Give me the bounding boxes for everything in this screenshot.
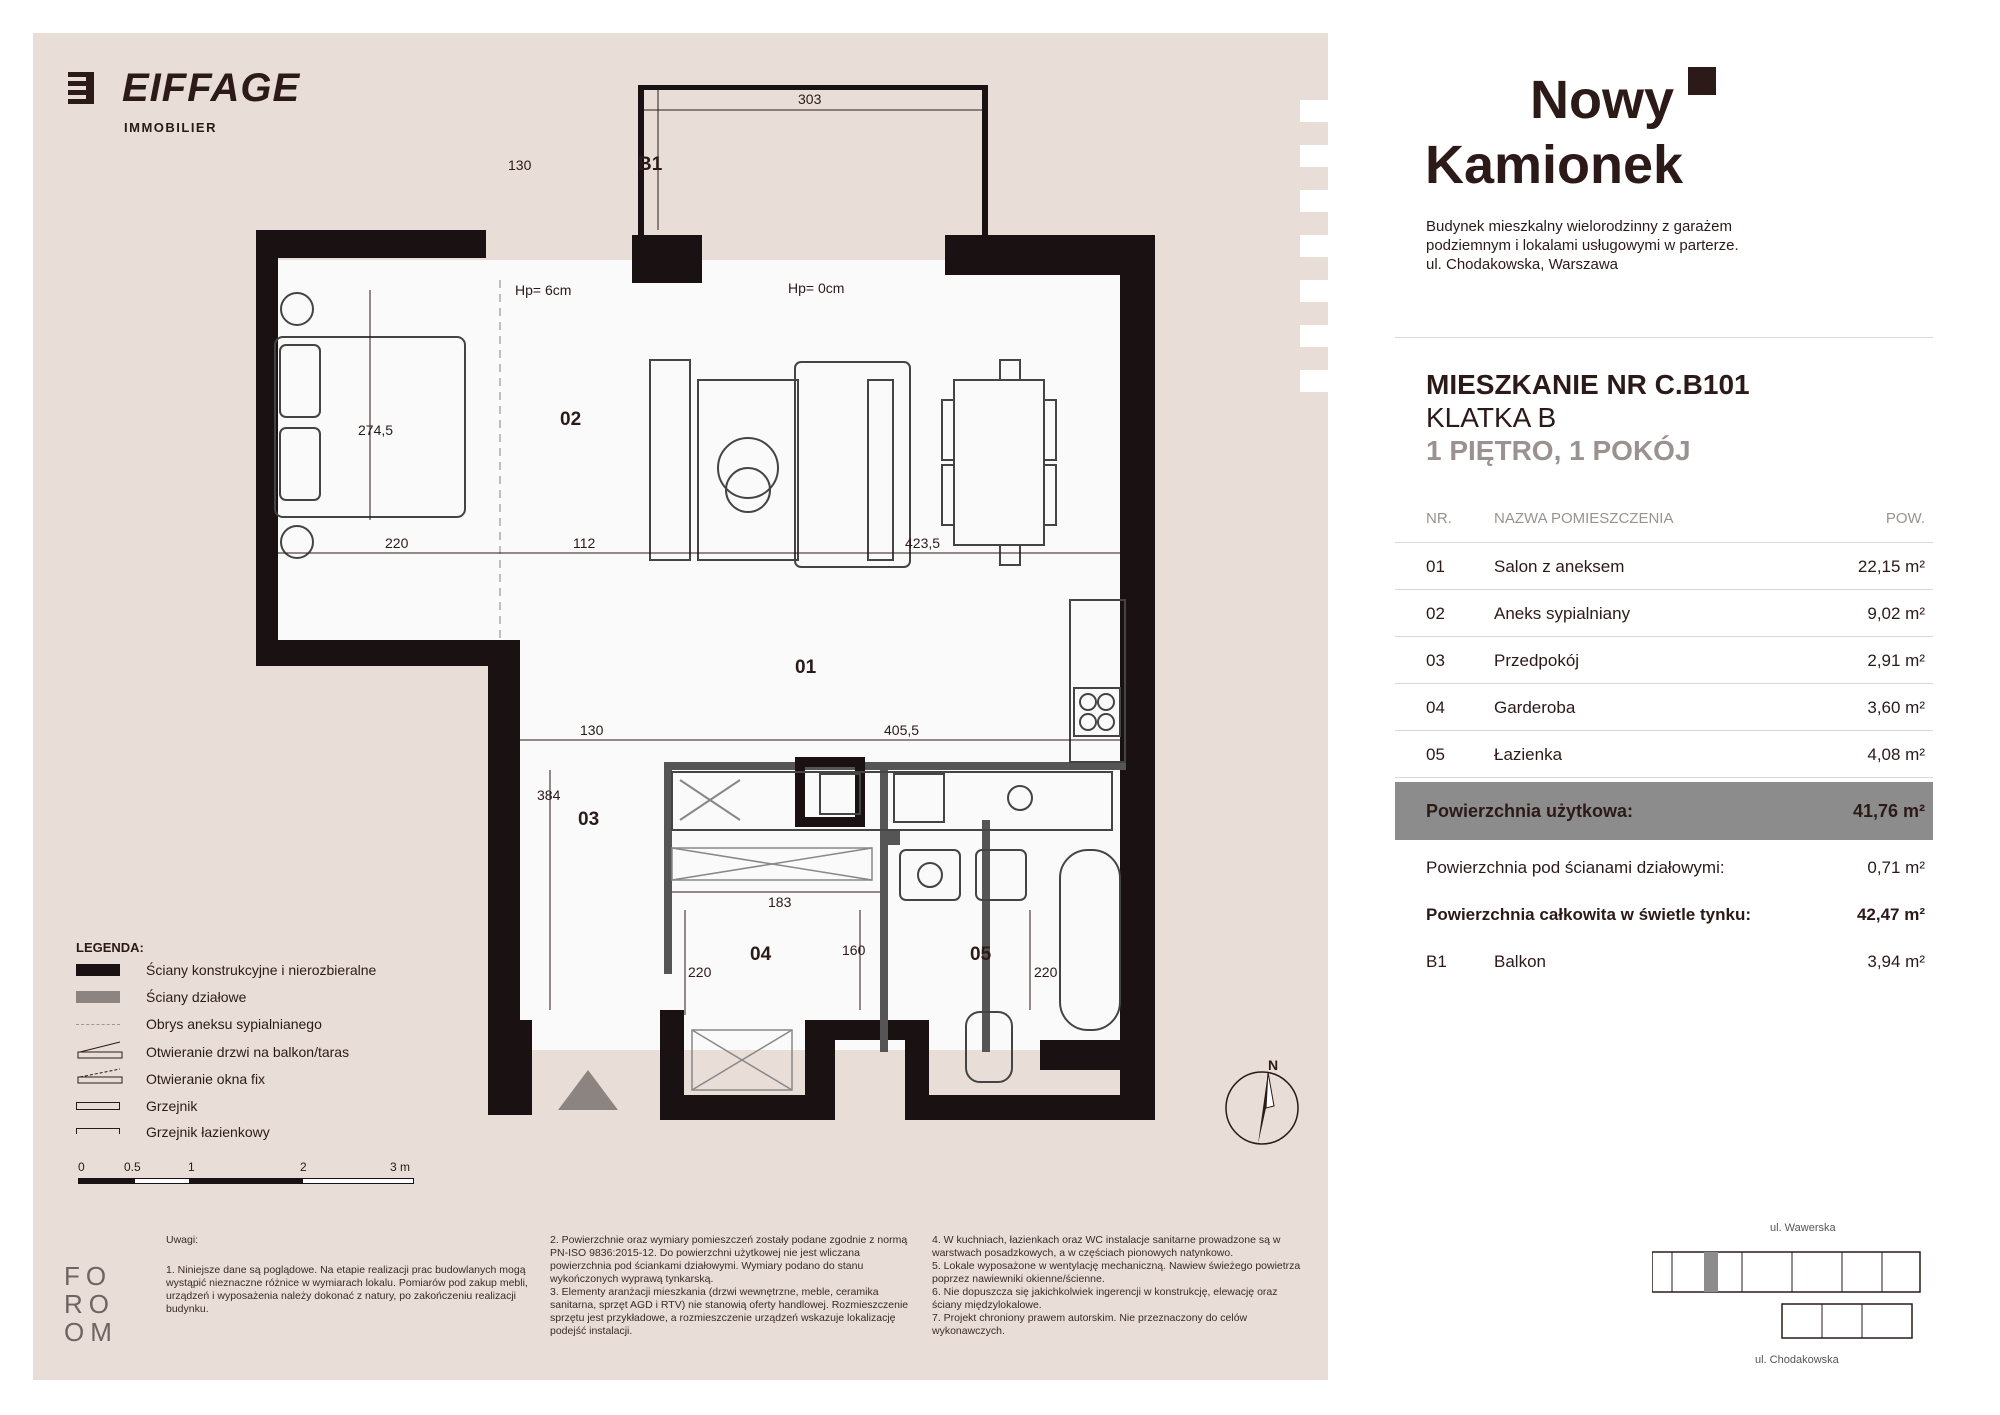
legend-window-icon bbox=[76, 1067, 126, 1089]
row-name: Aneks sypialniany bbox=[1494, 604, 1631, 623]
dim-183: 183 bbox=[768, 894, 792, 910]
legend-item: Ściany działowe bbox=[146, 989, 247, 1005]
entrance-marker bbox=[558, 1070, 618, 1110]
table-total-row bbox=[1395, 782, 1933, 840]
legend-item: Obrys aneksu sypialnianego bbox=[146, 1016, 322, 1032]
scale-bar bbox=[78, 1160, 418, 1190]
dim-4055: 405,5 bbox=[884, 722, 920, 738]
legend-door-icon bbox=[76, 1040, 126, 1062]
key-plan-drawing bbox=[1652, 1236, 1932, 1356]
legend bbox=[76, 940, 436, 1140]
foroom-logo bbox=[64, 1262, 144, 1346]
row-nr: 03 bbox=[1426, 651, 1445, 670]
row-area: 9,02 m² bbox=[1867, 604, 1925, 623]
foroom-line: OM bbox=[64, 1317, 118, 1347]
balcony bbox=[638, 85, 988, 240]
project-title-square bbox=[1688, 67, 1716, 95]
gross-value: 42,47 m² bbox=[1856, 905, 1925, 924]
eiffage-logo-icon bbox=[66, 70, 98, 110]
row-area: 3,60 m² bbox=[1867, 698, 1925, 717]
project-title-line2: Kamionek bbox=[1425, 135, 1684, 195]
dim-220: 220 bbox=[385, 535, 409, 551]
dim-balcony-depth: 130 bbox=[508, 157, 532, 173]
apartment-stair: KLATKA B bbox=[1426, 402, 1557, 433]
legend-item: Otwieranie drzwi na balkon/taras bbox=[146, 1044, 350, 1060]
table-header bbox=[1395, 496, 1933, 543]
room-03-label: 03 bbox=[578, 809, 600, 830]
total-label: Powierzchnia użytkowa: bbox=[1426, 801, 1634, 821]
walls-value: 0,71 m² bbox=[1867, 858, 1925, 877]
area-table bbox=[1395, 496, 1933, 996]
balcony-nr: B1 bbox=[1426, 952, 1447, 971]
row-nr: 05 bbox=[1426, 745, 1445, 764]
legend-radiator-icon bbox=[76, 1102, 120, 1110]
north-arrow bbox=[1222, 1058, 1312, 1148]
dim-220c: 220 bbox=[1034, 964, 1058, 980]
col-name: NAZWA POMIESZCZENIA bbox=[1494, 510, 1674, 527]
foroom-line: RO bbox=[64, 1289, 115, 1319]
divider bbox=[1395, 337, 1933, 338]
street-bottom: ul. Chodakowska bbox=[1755, 1354, 1839, 1366]
legend-item: Otwieranie okna fix bbox=[146, 1071, 266, 1087]
legend-swatch-structural bbox=[76, 964, 120, 976]
walls-label: Powierzchnia pod ścianami działowymi: bbox=[1426, 858, 1725, 877]
row-area: 4,08 m² bbox=[1867, 745, 1925, 764]
row-nr: 04 bbox=[1426, 698, 1445, 717]
dim-384: 384 bbox=[537, 787, 561, 803]
table-row bbox=[1395, 637, 1933, 684]
legend-swatch-outline bbox=[76, 1024, 120, 1025]
table-row bbox=[1395, 731, 1933, 778]
row-area: 22,15 m² bbox=[1857, 557, 1925, 576]
dim-220b: 220 bbox=[688, 964, 712, 980]
legend-swatch-partition bbox=[76, 991, 120, 1003]
brand-sub: IMMOBILIER bbox=[124, 120, 217, 135]
panel-edge-ticks bbox=[1300, 100, 1340, 420]
table-row bbox=[1395, 590, 1933, 637]
room-04-label: 04 bbox=[750, 944, 772, 965]
room-02-label: 02 bbox=[560, 409, 582, 430]
legend-item: Ściany konstrukcyjne i nierozbieralne bbox=[146, 962, 377, 978]
balcony-label: B1 bbox=[638, 154, 663, 175]
project-title-line1: Nowy bbox=[1530, 70, 1675, 130]
hp-left: Hp= 6cm bbox=[515, 282, 572, 298]
scale-label: 1 bbox=[188, 1160, 195, 1174]
dim-130: 130 bbox=[580, 722, 604, 738]
table-row bbox=[1395, 543, 1933, 590]
row-name: Łazienka bbox=[1494, 745, 1563, 764]
project-desc-3: ul. Chodakowska, Warszawa bbox=[1426, 256, 1619, 273]
legend-title: LEGENDA: bbox=[76, 940, 144, 955]
gross-label: Powierzchnia całkowita w świetle tynku: bbox=[1426, 905, 1751, 924]
dim-4235: 423,5 bbox=[905, 535, 941, 551]
table-gross-row bbox=[1395, 891, 1933, 938]
foroom-line: FO bbox=[64, 1261, 113, 1291]
row-nr: 01 bbox=[1426, 557, 1445, 576]
apartment-title: MIESZKANIE NR C.B101 bbox=[1426, 369, 1750, 400]
dim-bed-height: 274,5 bbox=[358, 422, 394, 438]
project-desc-1: Budynek mieszkalny wielorodzinny z garażem bbox=[1426, 218, 1732, 235]
row-name: Przedpokój bbox=[1494, 651, 1580, 670]
row-nr: 02 bbox=[1426, 604, 1445, 623]
dim-160: 160 bbox=[842, 942, 866, 958]
balcony-area: 3,94 m² bbox=[1867, 952, 1925, 971]
row-name: Salon z aneksem bbox=[1494, 557, 1625, 576]
notes-col2: 2. Powierzchnie oraz wymiary pomieszczeń zostały podane zgodnie z normą PN-ISO 9836:2015-12. Do powierzchni użytkowej nie jest wliczana powierzchnia pod ściankami działowymi. Wymiary podano do stanu wykończonych wyprawą tynkarską. 3. Elementy aranżacji mieszkania (drzwi wewnętrzne, meble, ceramika sanitarna, sprzęt AGD i RTV) nie stanowią oferty handlowej. Rozmieszczenie sprzętu jest przykładowe, a rozmieszczenie urządzeń wskazuje lokalizację podejść instalacji. bbox=[550, 1234, 909, 1337]
hp-right: Hp= 0cm bbox=[788, 280, 845, 296]
apartment-floor: 1 PIĘTRO, 1 POKÓJ bbox=[1426, 435, 1691, 466]
total-value: 41,76 m² bbox=[1852, 801, 1925, 821]
notes-col3: 4. W kuchniach, łazienkach oraz WC instalacje sanitarne prowadzone są w warstwach posadzkowych, a w częściach pionowych natynkowo. 5. Lokale wyposażone w wentylację mechaniczną. Nawiew świeżego powietrza poprzez nawiewniki okienne/ścienne. 6. Nie dopuszcza się jakichkolwiek ingerencji w konstrukcję, elewację oraz ściany międzylokalowe. 7. Projekt chroniony prawem autorskim. Nie przeznaczony do celów wykonawczych. bbox=[932, 1234, 1301, 1337]
col-nr: NR. bbox=[1426, 510, 1452, 527]
legend-bath-radiator-icon bbox=[76, 1128, 120, 1134]
project-desc-2: podziemnym i lokalami usługowymi w parterze. bbox=[1426, 237, 1739, 254]
dim-112: 112 bbox=[573, 535, 596, 551]
row-area: 2,91 m² bbox=[1867, 651, 1925, 670]
north-label: N bbox=[1268, 1058, 1279, 1073]
scale-label: 3 m bbox=[390, 1160, 411, 1174]
table-balcony-row bbox=[1395, 938, 1933, 985]
scale-label: 0 bbox=[78, 1160, 85, 1174]
legend-item: Grzejnik bbox=[146, 1098, 198, 1114]
scale-label: 2 bbox=[300, 1160, 307, 1174]
col-area: POW. bbox=[1885, 510, 1925, 527]
room-05-label: 05 bbox=[970, 944, 992, 965]
room-01-label: 01 bbox=[795, 657, 817, 678]
key-plan bbox=[1652, 1222, 1934, 1370]
brand-name: EIFFAGE bbox=[122, 66, 301, 110]
table-walls-row bbox=[1395, 844, 1933, 891]
table-row bbox=[1395, 684, 1933, 731]
notes-title: Uwagi: bbox=[166, 1234, 199, 1246]
scale-label: 0.5 bbox=[124, 1160, 141, 1174]
street-top: ul. Wawerska bbox=[1770, 1222, 1836, 1234]
notes-col1: 1. Niniejsze dane są poglądowe. Na etapie realizacji prac budowlanych mogą wystąpić nieznaczne różnice w wymiarach lokalu. Pomiarów pod zakup mebli, urządzeń i wyposażenia należy dokonać z natury, po zakończeniu realizacji budynku. bbox=[166, 1264, 528, 1315]
row-name: Garderoba bbox=[1494, 698, 1576, 717]
legend-item: Grzejnik łazienkowy bbox=[146, 1124, 270, 1140]
balcony-name: Balkon bbox=[1494, 952, 1546, 971]
dim-balcony-width: 303 bbox=[798, 91, 822, 107]
